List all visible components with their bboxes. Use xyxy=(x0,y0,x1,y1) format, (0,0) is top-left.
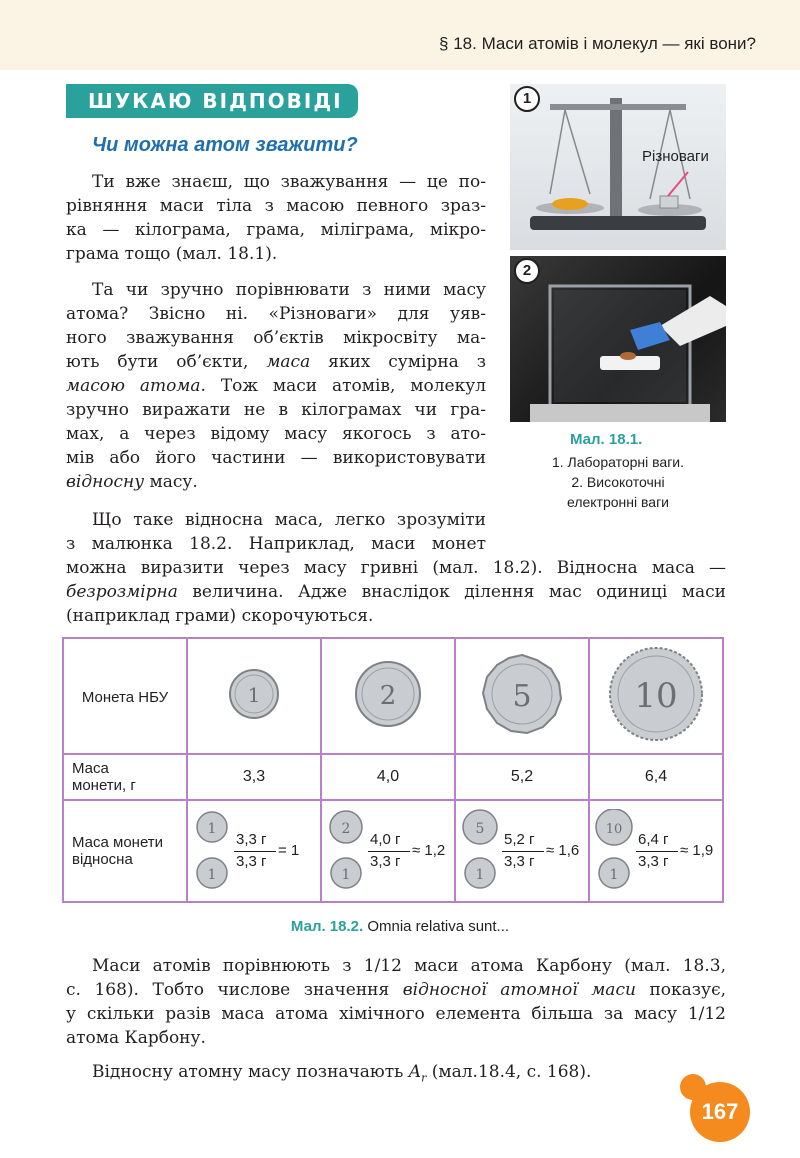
svg-text:1: 1 xyxy=(609,867,619,883)
svg-text:1: 1 xyxy=(341,867,351,883)
row-label-mass: Маса монети, г xyxy=(63,754,187,800)
svg-text:5: 5 xyxy=(512,679,532,714)
paragraph-1 xyxy=(66,170,486,266)
table-row xyxy=(63,754,723,800)
section-title: § 18. Маси атомів і молекул — які вони? xyxy=(439,34,756,53)
fraction-result: ≈ 1,6 xyxy=(546,842,580,859)
coin-1-cell xyxy=(187,638,321,754)
text-line: Що таке відносна маса, легко зрозуміти xyxy=(92,510,486,530)
text-line: Відносну атомну масу позначають $A_r$ (мал.18.4, с. 168). xyxy=(92,1062,592,1085)
paragraph-2 xyxy=(66,278,486,494)
coin-table xyxy=(62,637,724,903)
text-line: безрозмірна величина. Адже внаслідок ділення мас одиниці маси xyxy=(66,582,726,602)
paragraph-5 xyxy=(66,1060,666,1090)
paragraph-3b xyxy=(66,556,726,628)
coin-5-icon xyxy=(479,651,565,737)
text-line: Маси атомів порівнюють з 1/12 маси атома Карбону (мал. 18.3, xyxy=(92,956,726,976)
text-line: с. 168). Тобто числове значення відносної атомної маси показує, xyxy=(66,980,726,1000)
mass-value: 6,4 xyxy=(589,754,723,800)
relative-mass-cell xyxy=(589,800,723,902)
coin-2-icon xyxy=(351,657,425,731)
electronic-balance-photo xyxy=(510,256,726,422)
table-row xyxy=(63,800,723,902)
text-line: ють бути об’єкти, маса яких сумірна з xyxy=(66,352,486,372)
relative-mass-cell xyxy=(321,800,455,902)
fraction-result: ≈ 1,9 xyxy=(680,842,714,859)
figure-badge: 1 xyxy=(514,86,540,112)
figure-2-caption: Мал. 18.2. Omnia relativa sunt... xyxy=(290,918,510,935)
table-row xyxy=(63,638,723,754)
coin-pair-icon xyxy=(192,809,232,893)
svg-text:2: 2 xyxy=(341,821,351,837)
svg-text:10: 10 xyxy=(605,822,623,837)
coin-pair-icon xyxy=(460,809,500,893)
text-line: ка — кілограма, грама, міліграма, мікро- xyxy=(66,220,486,240)
page-number: 167 xyxy=(690,1082,750,1142)
coin-10-icon xyxy=(606,644,706,744)
fraction-denominator: 3,3 г xyxy=(504,853,535,870)
svg-text:1: 1 xyxy=(475,867,485,883)
text-line: можна виразити через масу гривні (мал. 18.2). Відносна маса — xyxy=(66,558,726,578)
fraction-line xyxy=(234,851,276,852)
fraction-denominator: 3,3 г xyxy=(370,853,401,870)
row-label-relative: Маса монети відносна xyxy=(63,800,187,902)
banner-label: ШУКАЮ ВІДПОВІДІ xyxy=(88,89,343,113)
text-line: ного зважування об’єктів мікросвіту ма- xyxy=(66,328,486,348)
svg-text:1: 1 xyxy=(207,867,217,883)
svg-text:1: 1 xyxy=(247,683,261,707)
relative-mass-cell xyxy=(455,800,589,902)
svg-text:10: 10 xyxy=(634,676,678,716)
coin-2-cell xyxy=(321,638,455,754)
fraction-line xyxy=(502,851,544,852)
text-line: Ти вже знаєш, що зважування — це по- xyxy=(92,172,486,192)
coin-1-icon xyxy=(224,664,284,724)
text-line: мах, а через відому масу якогось з ато- xyxy=(66,424,486,444)
relative-mass-cell xyxy=(187,800,321,902)
fraction-numerator: 6,4 г xyxy=(638,831,669,848)
fraction-result: = 1 xyxy=(278,842,300,859)
text-line: Та чи зручно порівнювати з ними масу xyxy=(92,280,486,300)
figure-1-caption: 1. Лабораторні ваги. 2. Високоточні електронні ваги xyxy=(551,454,685,510)
mass-value: 5,2 xyxy=(455,754,589,800)
coin-pair-icon xyxy=(326,809,366,893)
lab-balance-photo xyxy=(510,84,726,250)
text-line: мів або його частини — використовувати xyxy=(66,448,486,468)
fraction-line xyxy=(368,851,410,852)
fraction-denominator: 3,3 г xyxy=(638,853,669,870)
symbol-Ar: A xyxy=(408,1062,422,1082)
fraction-denominator: 3,3 г xyxy=(236,853,267,870)
coin-5-cell xyxy=(455,638,589,754)
coin-10-cell xyxy=(589,638,723,754)
text-line: грама тощо (мал. 18.1). xyxy=(66,244,278,264)
weights-label: Різноваги xyxy=(642,148,709,165)
text-line: атома? Звісно ні. «Різноваги» для уяв- xyxy=(66,304,486,324)
electronic-balance-illustration xyxy=(510,256,726,422)
text-line: масою атома. Тож маси атомів, молекул xyxy=(66,376,486,396)
fraction-numerator: 3,3 г xyxy=(236,831,267,848)
text-line: атома Карбону. xyxy=(66,1028,206,1048)
text-line: відносну масу. xyxy=(66,472,198,492)
mass-value: 3,3 xyxy=(187,754,321,800)
subheading: Чи можна атом зважити? xyxy=(92,134,358,156)
text-line: зручно виражати не в кілограмах чи гра- xyxy=(66,400,486,420)
mass-value: 4,0 xyxy=(321,754,455,800)
text-line: з малюнка 18.2. Наприклад, маси монет xyxy=(66,534,486,554)
section-banner xyxy=(66,84,358,118)
figure-badge: 2 xyxy=(514,258,540,284)
lab-balance-illustration xyxy=(510,84,726,250)
figure-1-caption-label: Мал. 18.1. xyxy=(570,431,643,448)
fraction-line xyxy=(636,851,678,852)
text-line: рівняння маси тіла з масою певного зраз- xyxy=(66,196,486,216)
fraction-result: ≈ 1,2 xyxy=(412,842,446,859)
paragraph-4 xyxy=(66,954,726,1050)
text-line: (наприклад грами) скорочуються. xyxy=(66,606,374,626)
svg-text:5: 5 xyxy=(475,821,485,837)
row-label-coin: Монета НБУ xyxy=(63,638,187,754)
text-line: у скільки разів маса атома хімічного елемента більша за масу 1/12 xyxy=(66,1004,726,1024)
fraction-numerator: 4,0 г xyxy=(370,831,401,848)
coin-pair-icon xyxy=(594,809,634,893)
fraction-numerator: 5,2 г xyxy=(504,831,535,848)
svg-text:2: 2 xyxy=(379,681,397,711)
paragraph-3a xyxy=(66,508,486,556)
svg-text:1: 1 xyxy=(207,821,217,837)
